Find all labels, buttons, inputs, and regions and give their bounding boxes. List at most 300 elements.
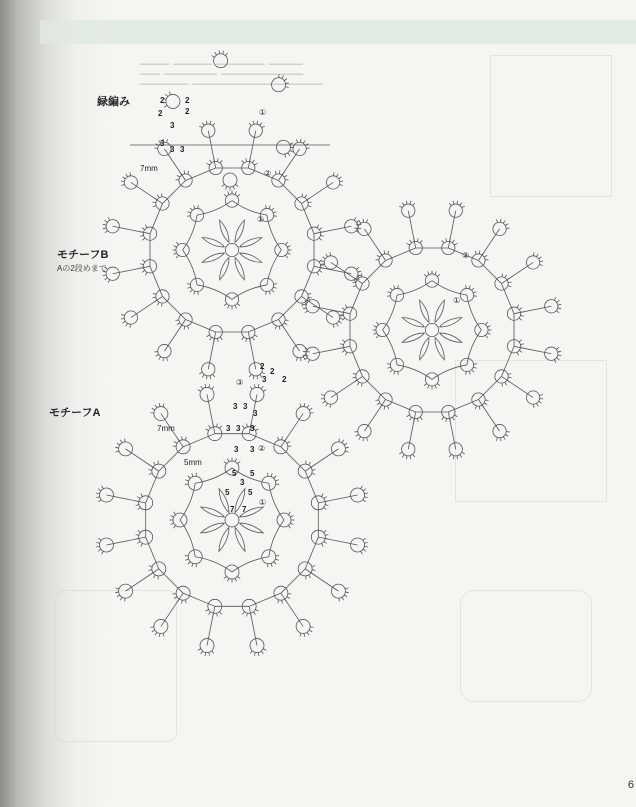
picot <box>503 437 505 440</box>
picot <box>152 408 155 410</box>
picot <box>539 401 542 403</box>
picot <box>210 121 211 124</box>
picot <box>454 415 457 417</box>
picot <box>486 322 488 325</box>
picot <box>319 228 322 230</box>
picot <box>103 271 106 272</box>
picot <box>473 367 476 368</box>
picot <box>324 541 327 543</box>
picot <box>539 264 542 265</box>
picot <box>262 372 265 374</box>
picot <box>198 390 201 392</box>
picot <box>325 535 328 536</box>
picot <box>165 94 168 96</box>
picot <box>255 610 258 612</box>
picot <box>202 375 204 378</box>
chain <box>302 182 334 203</box>
picot <box>286 255 288 258</box>
chain <box>183 250 197 285</box>
distance-label: 5mm <box>184 458 202 467</box>
picot <box>149 566 152 567</box>
picot <box>254 652 255 655</box>
picot <box>225 186 227 189</box>
picot <box>557 300 560 302</box>
chain <box>432 365 467 379</box>
picot <box>210 337 212 340</box>
picot <box>324 497 327 499</box>
picot <box>224 576 227 578</box>
chain <box>267 215 281 250</box>
stitch-count: 2 <box>185 96 190 105</box>
picot <box>420 240 422 243</box>
chain <box>232 201 267 215</box>
chain <box>183 215 197 250</box>
ghost-text-block: ━━━━━━ ━━━━━━━━ ━━━━━━━━━━ ━━━━━━━ ━━━━ ━━━━━━━━━━━ ━━━━━━━━━━━━━━━━━ ━━━━━━━━━━ ━━━━━━━━━━━━━━━━━━━━━━━━━━━ <box>140 60 323 89</box>
picot <box>394 371 395 374</box>
picot <box>307 632 309 635</box>
picot <box>246 158 247 161</box>
stitch-count: 5 <box>225 488 230 497</box>
picot <box>224 461 227 463</box>
chain <box>397 365 432 379</box>
chain <box>362 376 385 399</box>
chain <box>162 180 185 203</box>
picot <box>98 538 101 540</box>
picot <box>103 228 106 229</box>
picot <box>96 493 99 494</box>
picot <box>242 612 244 615</box>
chain <box>150 204 162 234</box>
picot <box>103 224 106 225</box>
chain <box>126 569 159 591</box>
picot <box>517 352 519 355</box>
picot <box>253 376 254 379</box>
picot <box>457 201 458 204</box>
stitch-count: 3 <box>226 424 231 433</box>
picot <box>472 370 474 372</box>
picot <box>258 384 259 387</box>
picot <box>340 344 343 345</box>
picot <box>219 50 220 53</box>
picot <box>486 335 488 338</box>
picot <box>138 507 141 509</box>
picot <box>102 551 104 554</box>
center-petal <box>220 220 229 242</box>
picot <box>188 326 189 329</box>
picot <box>122 321 125 323</box>
page-number: 6 <box>627 779 634 791</box>
picot <box>272 290 274 292</box>
chain <box>164 320 185 352</box>
picot <box>454 243 457 245</box>
stitch-count: 3 <box>170 145 175 154</box>
chain <box>386 248 416 260</box>
picot <box>105 267 108 269</box>
picot <box>442 417 444 420</box>
center-petal <box>201 523 225 533</box>
picot <box>453 456 454 459</box>
picot <box>364 542 367 543</box>
picot <box>519 318 522 320</box>
picot <box>462 206 465 208</box>
picot <box>275 480 278 481</box>
picot <box>176 255 178 258</box>
chain <box>478 376 501 399</box>
picot <box>105 220 108 222</box>
picot <box>275 171 276 174</box>
picot <box>424 274 427 276</box>
picot <box>353 286 356 287</box>
picot <box>519 308 522 310</box>
picot <box>171 515 174 517</box>
picot <box>556 311 559 313</box>
center-petal <box>239 523 263 533</box>
picot <box>233 186 235 189</box>
picot <box>536 254 538 257</box>
picot <box>235 459 237 462</box>
label-green-tatting: 緑編み <box>97 96 130 108</box>
picot <box>300 404 301 407</box>
picot <box>154 575 156 578</box>
picot <box>136 505 139 506</box>
picot <box>354 217 356 220</box>
picot <box>428 385 430 388</box>
chain <box>281 447 305 471</box>
picot <box>212 651 214 654</box>
picot <box>505 224 508 226</box>
picot <box>177 175 180 177</box>
chain <box>278 320 299 352</box>
picot <box>116 451 119 452</box>
stitch-count: 2 <box>160 96 165 105</box>
chain <box>305 569 338 591</box>
picot <box>199 372 202 374</box>
picot <box>207 163 210 165</box>
picot <box>185 600 186 603</box>
picot <box>247 424 248 427</box>
picot <box>554 360 556 363</box>
picot <box>410 417 412 420</box>
picot <box>213 123 215 126</box>
chain <box>186 168 216 180</box>
picot <box>98 549 101 551</box>
picot <box>364 493 367 494</box>
label-motif-a: モチーフA <box>49 407 101 419</box>
picot <box>255 429 258 431</box>
picot <box>209 384 210 387</box>
picot <box>220 337 222 340</box>
picot <box>237 461 240 463</box>
picot <box>475 406 476 409</box>
picot <box>303 351 306 352</box>
picot <box>242 426 244 429</box>
picot <box>288 525 290 528</box>
picot <box>254 163 257 165</box>
picot <box>262 126 265 128</box>
picot <box>373 333 376 335</box>
picot <box>235 184 238 186</box>
picot <box>228 191 230 194</box>
picot <box>390 288 392 290</box>
picot <box>407 243 410 245</box>
chain <box>281 569 305 593</box>
picot <box>242 337 244 340</box>
picot <box>417 238 418 241</box>
picot <box>285 87 288 88</box>
picot <box>142 238 145 240</box>
picot <box>187 287 190 288</box>
chain <box>126 449 159 471</box>
chain <box>269 483 284 520</box>
picot <box>224 304 227 306</box>
picot <box>96 497 99 498</box>
picot <box>358 275 361 276</box>
picot <box>359 437 361 440</box>
picot <box>253 121 254 124</box>
chain <box>397 281 432 295</box>
chain <box>362 260 385 283</box>
picot <box>288 153 290 156</box>
picot <box>317 272 319 275</box>
picot <box>321 394 324 395</box>
picot <box>469 371 470 374</box>
picot <box>235 191 237 194</box>
picot <box>202 123 204 126</box>
picot <box>228 305 230 308</box>
picot <box>517 305 519 308</box>
picot <box>326 254 328 257</box>
picot <box>558 355 561 356</box>
picot <box>257 376 258 379</box>
picot <box>250 651 252 654</box>
picot <box>185 437 186 440</box>
picot <box>407 415 410 417</box>
chain <box>131 182 163 203</box>
picot <box>342 597 344 600</box>
picot <box>219 612 221 615</box>
distance-label: 7mm <box>140 164 158 173</box>
picot <box>126 174 128 177</box>
picot <box>274 476 276 478</box>
center-ring <box>225 243 238 256</box>
picot <box>503 220 505 223</box>
stitch-count: 7 <box>242 505 247 514</box>
picot <box>126 323 128 326</box>
picot <box>192 563 193 566</box>
picot <box>413 454 415 457</box>
picot <box>96 546 99 547</box>
picot <box>410 201 411 204</box>
picot <box>424 384 427 386</box>
round-marker: ① <box>259 108 267 117</box>
picot <box>536 403 538 406</box>
picot <box>558 351 561 352</box>
picot <box>155 405 157 408</box>
picot <box>250 386 252 389</box>
picot <box>303 355 306 356</box>
picot <box>475 251 476 254</box>
chain <box>350 346 362 376</box>
picot <box>520 315 523 316</box>
chain <box>197 201 232 215</box>
chain <box>278 180 301 203</box>
tatting-ring <box>249 124 262 137</box>
picot <box>373 326 376 328</box>
chain <box>146 537 159 569</box>
picot <box>247 613 248 616</box>
picot <box>342 340 345 342</box>
stitch-count: 3 <box>253 409 258 418</box>
center-ring <box>225 513 239 527</box>
picot <box>342 440 344 443</box>
stitch-count: 3 <box>240 478 245 487</box>
center-petal <box>402 333 424 342</box>
picot <box>173 512 175 515</box>
chain <box>248 320 278 332</box>
picot <box>166 139 167 142</box>
picot <box>282 75 284 78</box>
chain <box>305 537 318 569</box>
round-marker: ① <box>257 215 265 224</box>
picot <box>199 126 202 128</box>
round-marker: ② <box>462 251 470 260</box>
picot <box>469 285 470 288</box>
picot <box>155 632 157 635</box>
picot <box>157 195 159 198</box>
picot <box>484 403 487 405</box>
picot <box>359 220 361 223</box>
picot <box>342 350 345 352</box>
picot <box>159 357 161 360</box>
center-petal <box>439 318 461 327</box>
picot <box>121 184 124 185</box>
picot <box>152 630 155 632</box>
picot <box>290 150 293 152</box>
picot <box>428 271 430 274</box>
picot <box>286 242 288 245</box>
center-petal <box>219 527 229 551</box>
chain <box>502 262 534 283</box>
center-petal <box>239 238 261 247</box>
picot <box>209 425 211 428</box>
picot <box>345 352 347 355</box>
picot <box>336 174 338 177</box>
tatting-ring <box>272 78 286 92</box>
picot <box>435 385 437 388</box>
picot <box>303 308 306 309</box>
picot <box>473 292 476 293</box>
picot <box>519 350 522 352</box>
picot <box>357 382 359 385</box>
picot <box>246 338 247 341</box>
picot <box>153 293 156 294</box>
stitch-count: 3 <box>160 139 165 148</box>
picot <box>212 386 214 389</box>
picot <box>324 530 327 532</box>
stitch-count: 3 <box>180 145 185 154</box>
chain <box>180 520 195 557</box>
picot <box>402 203 404 206</box>
picot <box>188 562 190 564</box>
picot <box>254 335 257 337</box>
stitch-count: 3 <box>262 375 267 384</box>
picot <box>366 219 367 222</box>
stitch-count: 5 <box>250 469 255 478</box>
picot <box>363 538 366 540</box>
picot <box>254 384 255 387</box>
picot <box>188 171 189 174</box>
picot <box>508 286 511 287</box>
picot <box>417 418 418 421</box>
picot <box>366 437 367 440</box>
picot <box>227 459 229 462</box>
chain <box>302 204 314 234</box>
picot <box>312 473 315 474</box>
picot <box>387 367 390 368</box>
picot <box>394 285 395 288</box>
picot <box>194 291 195 294</box>
picot <box>399 452 402 454</box>
picot <box>190 290 192 292</box>
picot <box>484 255 487 257</box>
center-petal <box>220 257 229 279</box>
center-petal <box>435 300 444 322</box>
picot <box>258 652 259 655</box>
picot <box>205 384 206 387</box>
center-petal <box>201 507 225 517</box>
picot <box>290 515 293 517</box>
picot <box>136 535 139 536</box>
picot <box>309 630 312 632</box>
picot <box>388 251 389 254</box>
picot <box>273 212 276 213</box>
picot <box>406 201 407 204</box>
picot <box>284 79 287 81</box>
picot <box>242 160 244 163</box>
picot <box>269 291 270 294</box>
picot <box>446 418 447 421</box>
picot <box>345 588 348 589</box>
picot <box>252 337 254 340</box>
picot <box>154 462 156 465</box>
picot <box>235 305 237 308</box>
picot <box>278 437 279 440</box>
picot <box>406 456 407 459</box>
picot <box>222 184 225 186</box>
picot <box>460 203 462 206</box>
picot <box>219 426 221 429</box>
picot <box>138 530 141 532</box>
picot <box>102 486 104 489</box>
picot <box>263 649 266 651</box>
picot <box>220 160 222 163</box>
picot <box>462 452 465 454</box>
picot <box>358 271 361 272</box>
picot <box>308 360 310 363</box>
picot <box>209 652 210 655</box>
picot <box>305 195 307 198</box>
picot <box>505 382 507 385</box>
picot <box>217 613 218 616</box>
picot <box>356 267 359 269</box>
picot <box>149 473 152 474</box>
picot <box>312 566 315 567</box>
picot <box>388 406 389 409</box>
picot <box>402 455 404 458</box>
round-marker: ② <box>258 444 266 453</box>
center-petal <box>435 337 444 359</box>
chain <box>383 295 397 330</box>
